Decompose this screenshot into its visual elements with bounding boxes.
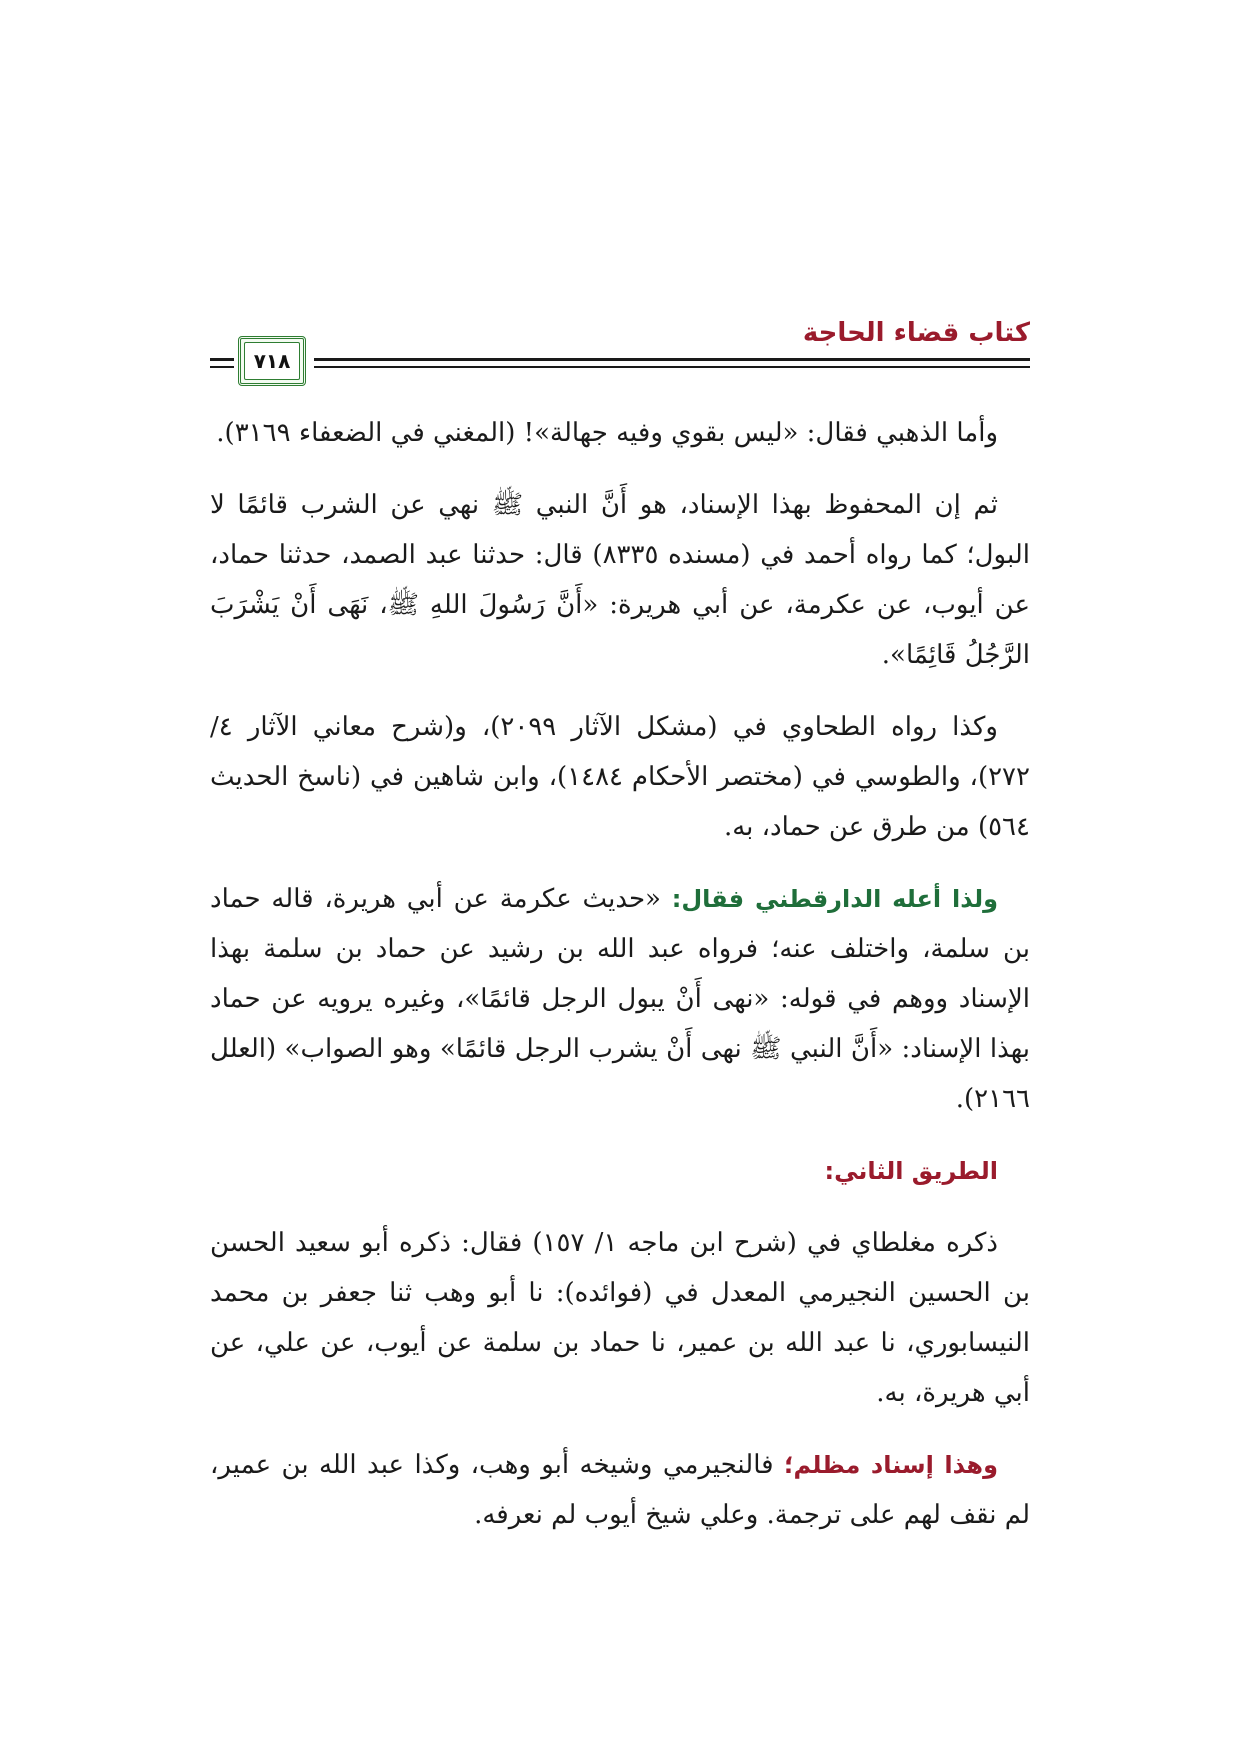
page-body	[210, 408, 1030, 1562]
header-rule	[314, 358, 1030, 361]
header-rule	[210, 366, 234, 368]
paragraph-lead: ولذا أعله الدارقطني فقال:	[671, 885, 999, 913]
paragraph: وأما الذهبي فقال: «ليس بقوي وفيه جهالة»! (المغني في الضعفاء ٣١٦٩).	[216, 418, 998, 448]
page-number: ٧١٨	[253, 349, 291, 373]
paragraph-text: «حديث عكرمة عن أبي هريرة، قاله حماد بن سلمة، واختلف عنه؛ فرواه عبد الله بن رشيد عن حماد بن سلمة بهذا الإسناد ووهم في قوله: «نهى أَنْ يبول الرجل قائمًا»، وغيره يرويه عن حماد بهذا الإسناد: «أَنَّ النبي ﷺ نهى أَنْ يشرب الرجل قائمًا» وهو الصواب» (العلل ٢١٦٦).	[210, 884, 1030, 1114]
page-number-frame	[238, 336, 306, 386]
page-number-inner-frame	[244, 342, 300, 380]
section-heading-text: الطريق الثاني:	[824, 1157, 998, 1185]
paragraph: ثم إن المحفوظ بهذا الإسناد، هو أَنَّ النبي ﷺ نهي عن الشرب قائمًا لا البول؛ كما رواه أحمد في (مسنده ٨٣٣٥) قال: حدثنا عبد الصمد، حدثنا حماد، عن أيوب، عن عكرمة، عن أبي هريرة: «أَنَّ رَسُولَ اللهِ ﷺ، نَهَى أَنْ يَشْرَبَ الرَّجُلُ قَائِمًا».	[210, 490, 1030, 670]
section-heading	[210, 1146, 1030, 1196]
paragraph-lead: وهذا إسناد مظلم؛	[783, 1451, 998, 1479]
paragraph: ذكره مغلطاي في (شرح ابن ماجه ١/ ١٥٧) فقال: ذكره أبو سعيد الحسن بن الحسين النجيرمي المعدل في (فوائده): نا أبو وهب ثنا جعفر بن محمد النيسابوري، نا عبد الله بن عمير، نا حماد بن سلمة عن أيوب، عن علي، عن أبي هريرة، به.	[210, 1228, 1030, 1408]
paragraph: وكذا رواه الطحاوي في (مشكل الآثار ٢٠٩٩)، و(شرح معاني الآثار ٤/ ٢٧٢)، والطوسي في (مختصر الأحكام ١٤٨٤)، وابن شاهين في (ناسخ الحديث ٥٦٤) من طرق عن حماد، به.	[210, 712, 1030, 842]
page-header	[210, 318, 1030, 390]
header-rule	[210, 358, 234, 361]
header-rule	[314, 366, 1030, 368]
book-title: كتاب قضاء الحاجة	[802, 318, 1030, 348]
paragraph	[210, 874, 1030, 1124]
paragraph	[210, 1440, 1030, 1540]
paragraph-text: فالنجيرمي وشيخه أبو وهب، وكذا عبد الله بن عمير، لم نقف لهم على ترجمة. وعلي شيخ أيوب لم نعرفه.	[210, 1450, 1030, 1530]
